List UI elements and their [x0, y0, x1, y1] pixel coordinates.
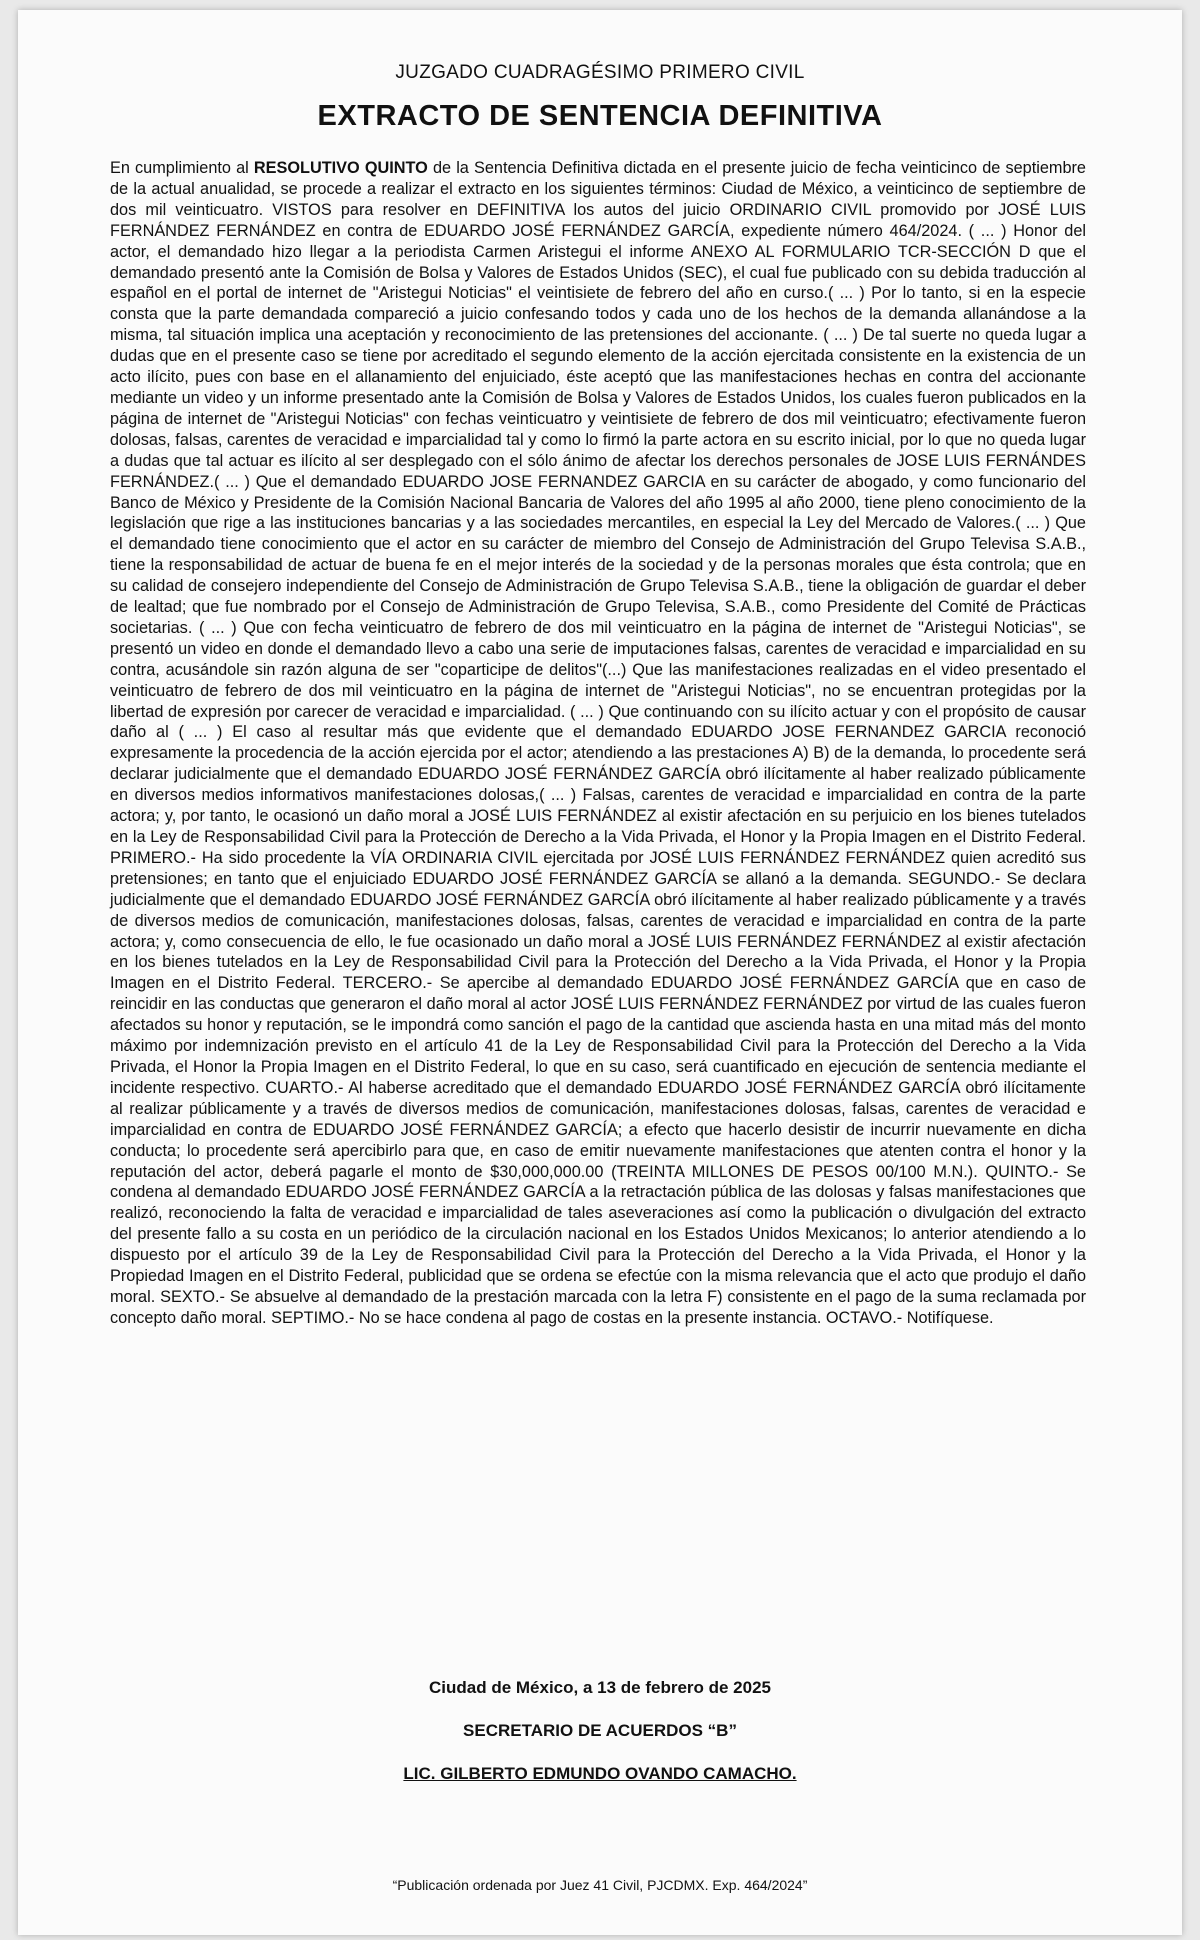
body-paragraph: de la Sentencia Definitiva dictada en el presente juicio de fecha veinticinco de septiembre de la actual anualidad, se procede a realizar el extracto en los siguientes términos: Ciudad de México, a veinticinco de septiembre de dos mil veinticuatro. VISTOS para resolver en DEFINITIVA los autos del juicio ORDINARIO CIVIL promovido por JOSÉ LUIS FERNÁNDEZ FERNÁNDEZ en contra de EDUARDO JOSÉ FERNÁNDEZ GARCÍA, expediente número 464/2024. ( ... ) Honor del actor, el demandado hizo llegar a la periodista Carmen Aristegui el informe ANEXO AL FORMULARIO TCR-SECCIÓN D que el demandado presentó ante la Comisión de Bolsa y Valores de Estados Unidos (SEC), el cual fue publicado con su debida traducción al español en el portal de internet de "Aristegui Noticias" el veintisiete de febrero del año en curso.( ... ) Por lo tanto, si en la especie consta que la parte demandada compareció a juicio confesando todos y cada uno de los hechos de la demanda allanándose a la misma, tal situación implica una aceptación y reconocimiento de las pretensiones del accionante. ( ... ) De tal suerte no queda lugar a dudas que en el presente caso se tiene por acreditado el segundo elemento de la acción ejercitada consistente en la existencia de un acto ilícito, pues con base en el allanamiento del enjuiciado, éste aceptó que las manifestaciones hechas en contra del accionante mediante un video y un informe presentado ante la Comisión de Bolsa y Valores de Estados Unidos, los cuales fueron publicados en la página de internet de "Aristegui Noticias" con fechas veinticuatro y veintisiete de febrero de dos mil veinticuatro; efectivamente fueron dolosas, falsas, carentes de veracidad e imparcialidad tal y como lo firmó la parte actora en su escrito inicial, por lo que no queda lugar a dudas que tal actuar es ilícito al ser desplegado con el sólo ánimo de afectar los derechos personales de JOSE LUIS FERNÁNDES FERNÁNDEZ.( ... ) Que el demandado EDUARDO JOSE FERNANDEZ GARCIA en su carácter de abogado, y como funcionario del Banco de México y Presidente de la Comisión Nacional Bancaria de Valores del año 1995 al año 2000, tiene pleno conocimiento de la legislación que rige a las instituciones bancarias y a las sociedades mercantiles, en especial la Ley del Mercado de Valores.( ... ) Que el demandado tiene conocimiento que el actor en su carácter de miembro del Consejo de Administración del Grupo Televisa S.A.B., tiene la responsabilidad de actuar de buena fe en el mejor interés de la sociedad y de la personas morales que ésta controla; que en su calidad de consejero independiente del Consejo de Administración de Grupo Televisa S.A.B., tiene la obligación de guardar el deber de lealtad; que fue nombrado por el Consejo de Administración de Grupo Televisa, S.A.B., como Presidente del Comité de Prácticas societarias. ( ... ) Que con fecha veinticuatro de febrero de dos mil veinticuatro en la página de internet de "Aristegui Noticias", se presentó un video en donde el demandado llevo a cabo una serie de imputaciones falsas, carentes de veracidad e imparcialidad en su contra, acusándole sin razón alguna de ser "coparticipe de delitos"(...) Que las manifestaciones realizadas en el video presentado el veinticuatro de febrero de dos mil veinticuatro en la página de internet de "Aristegui Noticias", no se encuentran protegidas por la libertad de expresión por carecer de veracidad e imparcialidad. ( ... ) Que continuando con su ilícito actuar y con el propósito de causar daño al ( ... ) El caso al resultar más que evidente que el demandado EDUARDO JOSE FERNANDEZ GARCIA reconoció expresamente la procedencia de la acción ejercida por el actor; atendiendo a las prestaciones A) B) de la demanda, lo procedente será declarar judicialmente que el demandado EDUARDO JOSÉ FERNÁNDEZ GARCÍA obró ilícitamente al haber realizado públicamente en diversos medios informativos manifestaciones dolosas,( ... ) Falsas, carentes de veracidad e imparcialidad en contra de la parte actora; y, por tanto, le ocasionó un daño moral a JOSÉ LUIS FERNÁNDEZ al existir afectación en su perjuicio en los bienes tutelados en la Ley de Responsabilidad Civil para la Protección de Derecho a la Vida Privada, el Honor y la Propia Imagen en el Distrito Federal. PRIMERO.- Ha sido procedente la VÍA ORDINARIA CIVIL ejercitada por JOSÉ LUIS FERNÁNDEZ FERNÁNDEZ quien acreditó sus pretensiones; en tanto que el enjuiciado EDUARDO JOSÉ FERNÁNDEZ GARCÍA se allanó a la demanda. SEGUNDO.- Se declara judicialmente que el demandado EDUARDO JOSÉ FERNÁNDEZ GARCÍA obró ilícitamente al haber realizado públicamente y a través de diversos medios de comunicación, manifestaciones dolosas, falsas, carentes de veracidad e imparcialidad en contra de la parte actora; y, como consecuencia de ello, le fue ocasionado un daño moral a JOSÉ LUIS FERNÁNDEZ FERNÁNDEZ al existir afectación en los bienes tutelados en la Ley de Responsabilidad Civil para la Protección del Derecho a la Vida Privada, el Honor y la Propia Imagen en el Distrito Federal. TERCERO.- Se apercibe al demandado EDUARDO JOSÉ FERNÁNDEZ GARCÍA que en caso de reincidir en las conductas que generaron el daño moral al actor JOSÉ LUIS FERNÁNDEZ FERNÁNDEZ por virtud de las cuales fueron afectados su honor y reputación, se le impondrá como sanción el pago de la cantidad que ascienda hasta en una mitad más del monto máximo por indemnización previsto en el artículo 41 de la Ley de Responsabilidad Civil para la Protección del Derecho a la Vida Privada, el Honor la Propia Imagen en el Distrito Federal, lo que en su caso, será cuantificado en ejecución de sentencia mediante el incidente respectivo. CUARTO.- Al haberse acreditado que el demandado EDUARDO JOSÉ FERNÁNDEZ GARCÍA obró ilícitamente al realizar públicamente y a través de diversos medios de comunicación, manifestaciones dolosas, falsas, carentes de veracidad e imparcialidad en contra de EDUARDO JOSÉ FERNÁNDEZ GARCÍA; a efecto que hacerlo desistir de incurrir nuevamente en dicha conducta; lo procedente será apercibirlo para que, en caso de emitir nuevamente manifestaciones que atenten contra el honor y la reputación del actor, deberá pagarle el monto de $30,000,000.00 (TREINTA MILLONES DE PESOS 00/100 M.N.). QUINTO.- Se condena al demandado EDUARDO JOSÉ FERNÁNDEZ GARCÍA a la retractación pública de las dolosas y falsas manifestaciones que realizó, reconociendo la falta de veracidad e imparcialidad de tales aseveraciones así como la publicación o divulgación del extracto del presente fallo a su costa en un periódico de la circulación nacional en los Estados Unidos Mexicanos; lo anterior atendiendo a lo dispuesto por el artículo 39 de la Ley de Responsabilidad Civil para la Protección del Derecho a la Vida Privada, el Honor y la Propiedad Imagen en el Distrito Federal, publicidad que se ordena se efectúe con la misma relevancia que el acto que produjo el daño moral. SEXTO.- Se absuelve al demandado de la prestación marcada con la letra F) consistente en el pago de la suma reclamada por concepto daño moral. SEPTIMO.- No se hace condena al pago de costas en la presente instancia. OCTAVO.- Notifíquese.: [110, 159, 1086, 1327]
body-lead: En cumplimiento al: [110, 159, 254, 177]
signer-name: LIC. GILBERTO EDMUNDO OVANDO CAMACHO.: [403, 1764, 797, 1783]
sentence-body: [110, 158, 1086, 1329]
document-page: [18, 10, 1182, 1935]
court-name: JUZGADO CUADRAGÉSIMO PRIMERO CIVIL: [395, 62, 805, 83]
document-title: EXTRACTO DE SENTENCIA DEFINITIVA: [317, 100, 883, 132]
publication-note: “Publicación ordenada por Juez 41 Civil, PJCDMX. Exp. 464/2024”: [392, 1877, 808, 1893]
signer-role: SECRETARIO DE ACUERDOS “B”: [463, 1721, 737, 1740]
resolutivo-emphasis: RESOLUTIVO QUINTO: [253, 159, 428, 177]
place-date: Ciudad de México, a 13 de febrero de 2025: [428, 1678, 772, 1697]
